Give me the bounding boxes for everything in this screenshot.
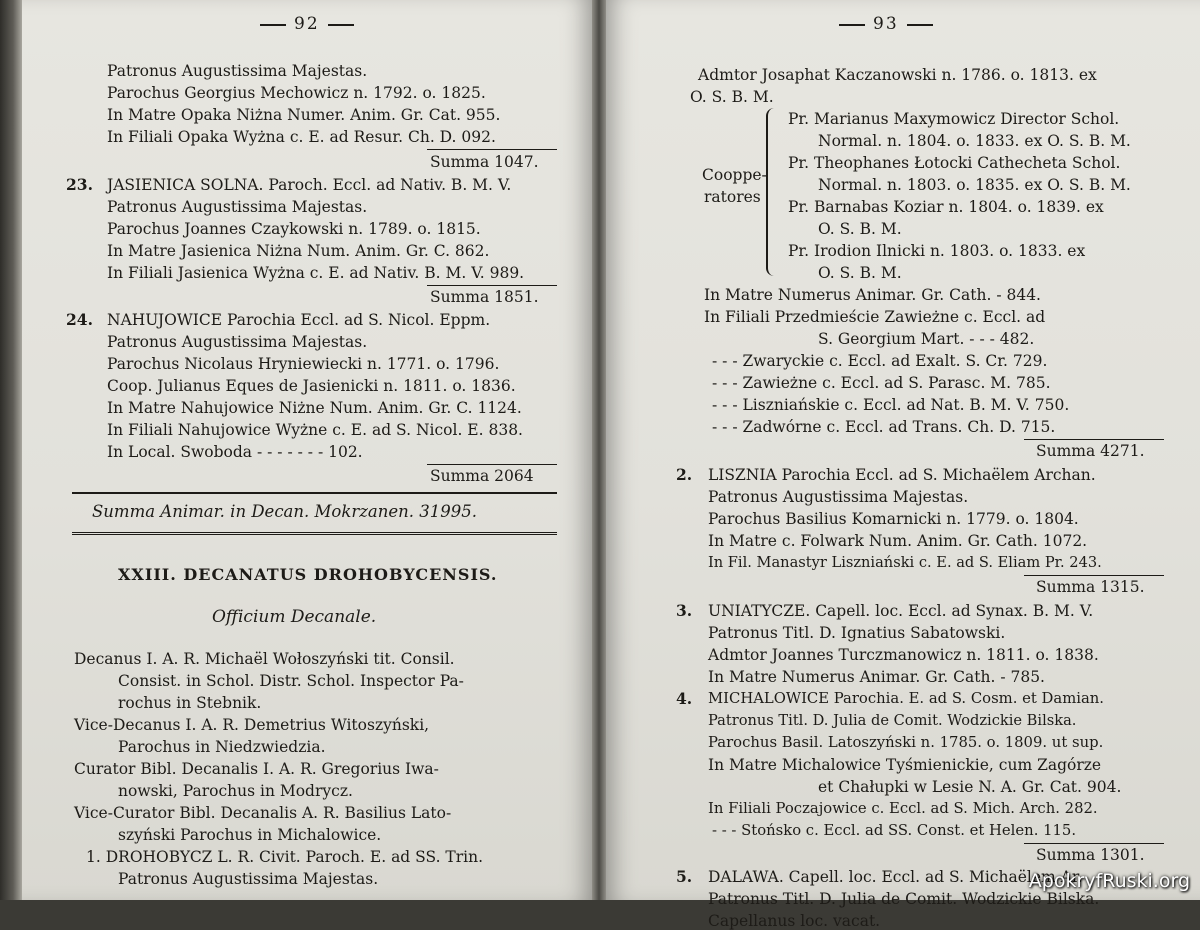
text-line: Capellanus loc. vacat.: [708, 912, 881, 930]
sum-rule: [427, 149, 557, 150]
text-line: In Matre Jasienica Niżna Num. Anim. Gr. C. 862.: [107, 242, 490, 260]
text-line: Consist. in Schol. Distr. Schol. Inspector Pa-: [118, 672, 464, 690]
entry-number: 2.: [676, 465, 693, 484]
text-line: 1. DROHOBYCZ L. R. Civit. Paroch. E. ad SS. Trin.: [86, 848, 484, 866]
summa-line: Summa 4271.: [1036, 442, 1145, 460]
text-line: Normal. n. 1803. o. 1835. ex O. S. B. M.: [818, 176, 1131, 194]
text-line: In Matre c. Folwark Num. Anim. Gr. Cath. 1072.: [708, 532, 1088, 550]
section-rule: [72, 492, 557, 494]
text-line: - - - Zadwórne c. Eccl. ad Trans. Ch. D. 715.: [712, 418, 1056, 436]
text-line: In Filiali Przedmieście Zawieżne c. Eccl. ad: [704, 308, 1046, 326]
text-line: Admtor Joannes Turczmanowicz n. 1811. o. 1838.: [708, 646, 1099, 664]
text-line: Patronus Augustissima Majestas.: [107, 333, 368, 351]
left-page: [22, 0, 592, 900]
text-line: Patronus Augustissima Majestas.: [118, 870, 379, 888]
page-number-left: 92: [252, 14, 362, 34]
parish-heading: UNIATYCZE. Capell. loc. Eccl. ad Synax. B. M. V.: [708, 602, 1094, 620]
sum-rule: [427, 464, 557, 465]
text-line: Admtor Josaphat Kaczanowski n. 1786. o. 1813. ex: [698, 66, 1097, 84]
text-line: In Matre Michalowice Tyśmienickie, cum Zagórze: [708, 756, 1102, 774]
text-line: Patronus Titl. D. Julia de Comit. Wodzickie Bilska.: [708, 890, 1100, 908]
text-line: In Matre Numerus Animar. Gr. Cath. - 785.: [708, 668, 1045, 686]
text-line: Patronus Titl. D. Julia de Comit. Wodzickie Bilska.: [708, 712, 1077, 729]
book-spine: [592, 0, 606, 900]
text-line: - - - Zwaryckie c. Eccl. ad Exalt. S. Cr. 729.: [712, 352, 1048, 370]
parish-heading: NAHUJOWICE Parochia Eccl. ad S. Nicol. Eppm.: [107, 311, 491, 329]
text-line: Parochus in Niedzwiedzia.: [118, 738, 326, 756]
text-line: Patronus Augustissima Majestas.: [107, 62, 368, 80]
text-line: Vice-Decanus I. A. R. Demetrius Witoszyński,: [74, 716, 430, 734]
entry-number: 23.: [66, 175, 93, 194]
sum-rule: [427, 285, 557, 286]
text-line: Vice-Curator Bibl. Decanalis A. R. Basilius Lato-: [74, 804, 452, 822]
text-line: Pr. Marianus Maxymowicz Director Schol.: [788, 110, 1120, 128]
text-line: Parochus Joannes Czaykowski n. 1789. o. 1815.: [107, 220, 481, 238]
text-line: - - - Zawieżne c. Eccl. ad S. Parasc. M. 785.: [712, 374, 1051, 392]
watermark: ApokryfRuski.org: [1028, 870, 1190, 892]
text-line: Patronus Augustissima Majestas.: [708, 488, 969, 506]
text-line: In Filiali Jasienica Wyżna c. E. ad Nativ. B. M. V. 989.: [107, 264, 525, 282]
cooperatores-label: Cooppe-: [702, 166, 767, 184]
page-number-right: 93: [831, 14, 941, 34]
summa-line: Summa 1851.: [430, 288, 539, 306]
parish-heading: DALAWA. Capell. loc. Eccl. ad S. Michaëlem Ar.: [708, 868, 1083, 886]
text-line: - - - Stońsko c. Eccl. ad SS. Const. et Helen. 115.: [712, 822, 1077, 839]
officium-heading: Officium Decanale.: [212, 607, 377, 627]
text-line: Coop. Julianus Eques de Jasienicki n. 1811. o. 1836.: [107, 377, 516, 395]
text-line: In Filiali Poczajowice c. Eccl. ad S. Mich. Arch. 282.: [708, 800, 1098, 817]
text-line: - - - Liszniańskie c. Eccl. ad Nat. B. M. V. 750.: [712, 396, 1070, 414]
text-line: O. S. B. M.: [690, 88, 774, 106]
text-line: Patronus Titl. D. Ignatius Sabatowski.: [708, 624, 1006, 642]
entry-number: 5.: [676, 867, 693, 886]
parish-heading: MICHALOWICE Parochia. E. ad S. Cosm. et Damian.: [708, 690, 1105, 707]
text-line: Parochus Basilius Komarnicki n. 1779. o. 1804.: [708, 510, 1079, 528]
text-line: In Matre Nahujowice Niżne Num. Anim. Gr. C. 1124.: [107, 399, 522, 417]
book-edge: [0, 0, 22, 900]
text-line: In Local. Swoboda - - - - - - - 102.: [107, 443, 363, 461]
text-line: Decanus I. A. R. Michaël Wołoszyński tit. Consil.: [74, 650, 455, 668]
text-line: Normal. n. 1804. o. 1833. ex O. S. B. M.: [818, 132, 1131, 150]
summa-line: Summa 1315.: [1036, 578, 1145, 596]
text-line: In Matre Numerus Animar. Gr. Cath. - 844.: [704, 286, 1041, 304]
text-line: szyński Parochus in Michalowice.: [118, 826, 382, 844]
text-line: nowski, Parochus in Modrycz.: [118, 782, 353, 800]
parish-heading: LISZNIA Parochia Eccl. ad S. Michaëlem Archan.: [708, 466, 1096, 484]
summa-line: Summa 1047.: [430, 153, 539, 171]
text-line: In Filiali Opaka Wyżna c. E. ad Resur. Ch. D. 092.: [107, 128, 496, 146]
section-rule: [72, 532, 557, 538]
text-line: In Fil. Manastyr Liszniański c. E. ad S. Eliam Pr. 243.: [708, 554, 1102, 571]
text-line: In Matre Opaka Niżna Numer. Anim. Gr. Cat. 955.: [107, 106, 501, 124]
parish-heading: JASIENICA SOLNA. Paroch. Eccl. ad Nativ. B. M. V.: [107, 176, 512, 194]
text-line: In Filiali Nahujowice Wyżne c. E. ad S. Nicol. E. 838.: [107, 421, 523, 439]
text-line: et Chałupki w Lesie N. A. Gr. Cat. 904.: [818, 778, 1122, 796]
text-line: Pr. Barnabas Koziar n. 1804. o. 1839. ex: [788, 198, 1104, 216]
text-line: Parochus Nicolaus Hryniewiecki n. 1771. o. 1796.: [107, 355, 500, 373]
entry-number: 4.: [676, 689, 693, 708]
sum-rule: [1024, 575, 1164, 576]
decanatus-title: XXIII. DECANATUS DROHOBYCENSIS.: [118, 565, 498, 584]
entry-number: 24.: [66, 310, 93, 329]
text-line: rochus in Stebnik.: [118, 694, 262, 712]
text-line: Parochus Georgius Mechowicz n. 1792. o. 1825.: [107, 84, 486, 102]
text-line: Pr. Theophanes Łotocki Cathecheta Schol.: [788, 154, 1121, 172]
brace: [766, 108, 778, 276]
sum-rule: [1024, 439, 1164, 440]
sum-rule: [1024, 843, 1164, 844]
text-line: Curator Bibl. Decanalis I. A. R. Gregorius Iwa-: [74, 760, 439, 778]
text-line: O. S. B. M.: [818, 220, 902, 238]
summa-line: Summa 2064: [430, 467, 534, 485]
right-page: [606, 0, 1200, 930]
cooperatores-label: ratores: [704, 188, 761, 206]
text-line: Parochus Basil. Latoszyński n. 1785. o. 1809. ut sup.: [708, 734, 1104, 751]
text-line: O. S. B. M.: [818, 264, 902, 282]
entry-number: 3.: [676, 601, 693, 620]
summa-decanatus: Summa Animar. in Decan. Mokrzanen. 31995.: [92, 502, 477, 521]
summa-line: Summa 1301.: [1036, 846, 1145, 864]
text-line: Pr. Irodion Ilnicki n. 1803. o. 1833. ex: [788, 242, 1086, 260]
text-line: Patronus Augustissima Majestas.: [107, 198, 368, 216]
text-line: S. Georgium Mart. - - - 482.: [818, 330, 1035, 348]
